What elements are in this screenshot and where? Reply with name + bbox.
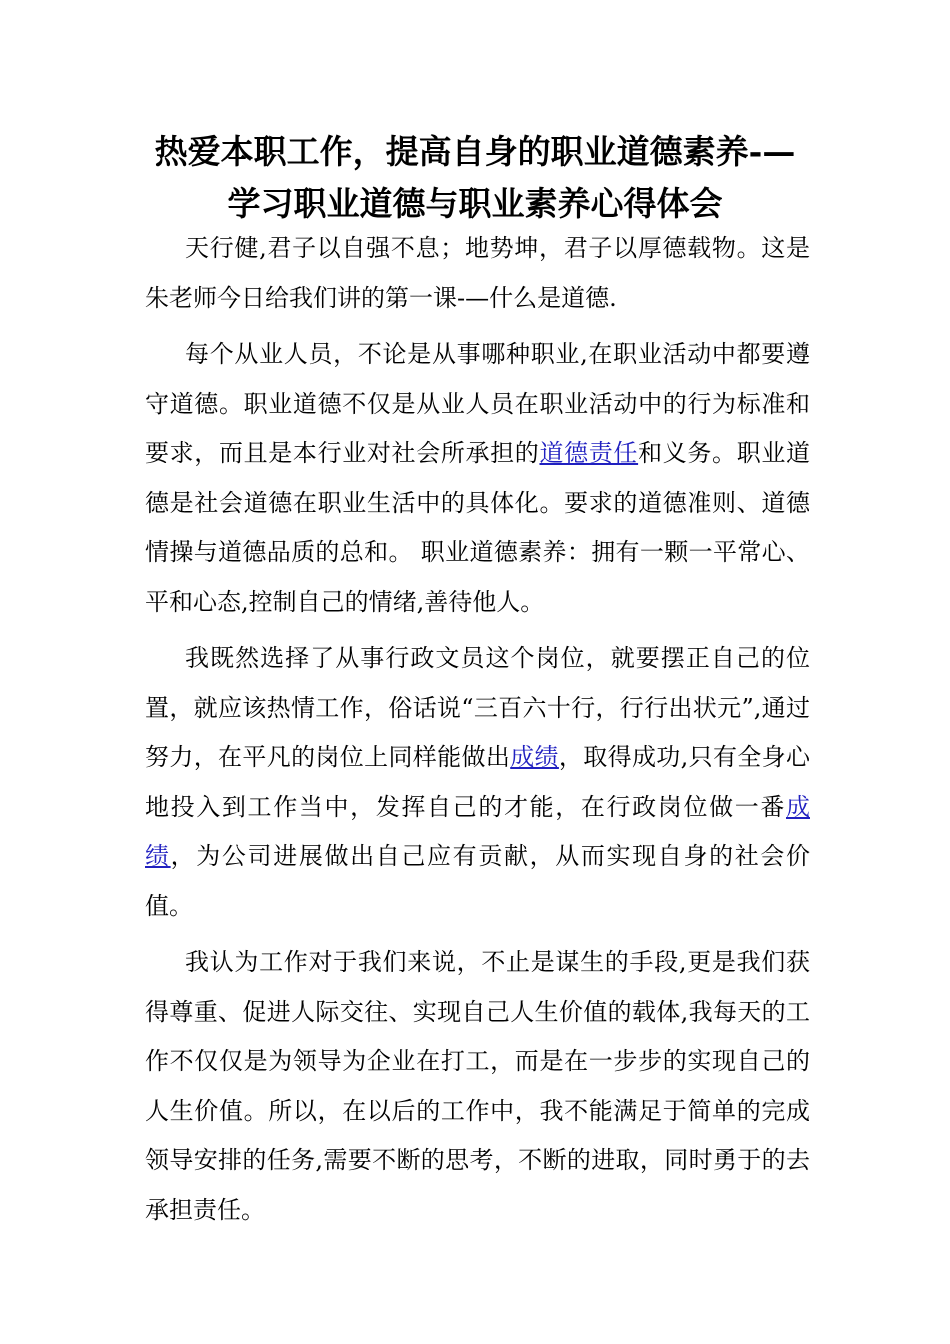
paragraph-text: ，为公司进展做出自己应有贡献，从而实现自身的社会价值。 [145,842,810,920]
link-achievement-2[interactable]: 成绩 [145,792,810,870]
document-title-line-1: 热爱本职工作，提高自身的职业道德素养-— [154,132,796,171]
paragraph-text: 我既然选择了从事行政文员这个岗位，就要摆正自己的位置，就应该热情工作，俗话说“三百六十行，行行出状元”,通过努力，在平凡的岗位上同样能做出 [145,644,810,771]
paragraph-3 [145,634,810,931]
paragraph-text: 我认为工作对于我们来说，不止是谋生的手段,更是我们获得尊重、促进人际交往、实现自己人生价值的载体,我每天的工作不仅仅是为领导为企业在打工，而是在一步步的实现自己的人生价值。所以，在以后的工作中，我不能满足于简单的完成领导安排的任务,需要不断的思考，不断的进取，同时勇于的去承担责任。 [145,948,810,1224]
paragraph-text: 天行健,君子以自强不息；地势坤，君子以厚德载物。这是朱老师今日给我们讲的第一课-—什么是道德. [145,234,810,312]
document-body [145,224,810,1242]
paragraph-text: 每个从业人员，不论是从事哪种职业,在职业活动中都要遵守道德。职业道德不仅是从业人员在职业活动中的行为标准和要求，而且是本行业对社会所承担的 [145,340,810,467]
link-moral-responsibility[interactable]: 道德责任 [539,439,639,467]
document-title-line-2: 学习职业道德与职业素养心得体会 [227,184,723,223]
link-achievement-1[interactable]: 成绩 [510,743,559,771]
paragraph-4 [145,938,810,1235]
paragraph-text: 和义务。职业道德是社会道德在职业生活中的具体化。要求的道德准则、道德情操与道德品质的总和。 职业道德素养：拥有一颗一平常心、平和心态,控制自己的情绪,善待他人。 [145,439,811,616]
paragraph-text: ，取得成功,只有全身心地投入到工作当中，发挥自己的才能，在行政岗位做一番 [145,743,811,821]
paragraph-1 [145,224,810,323]
paragraph-2 [145,330,810,627]
